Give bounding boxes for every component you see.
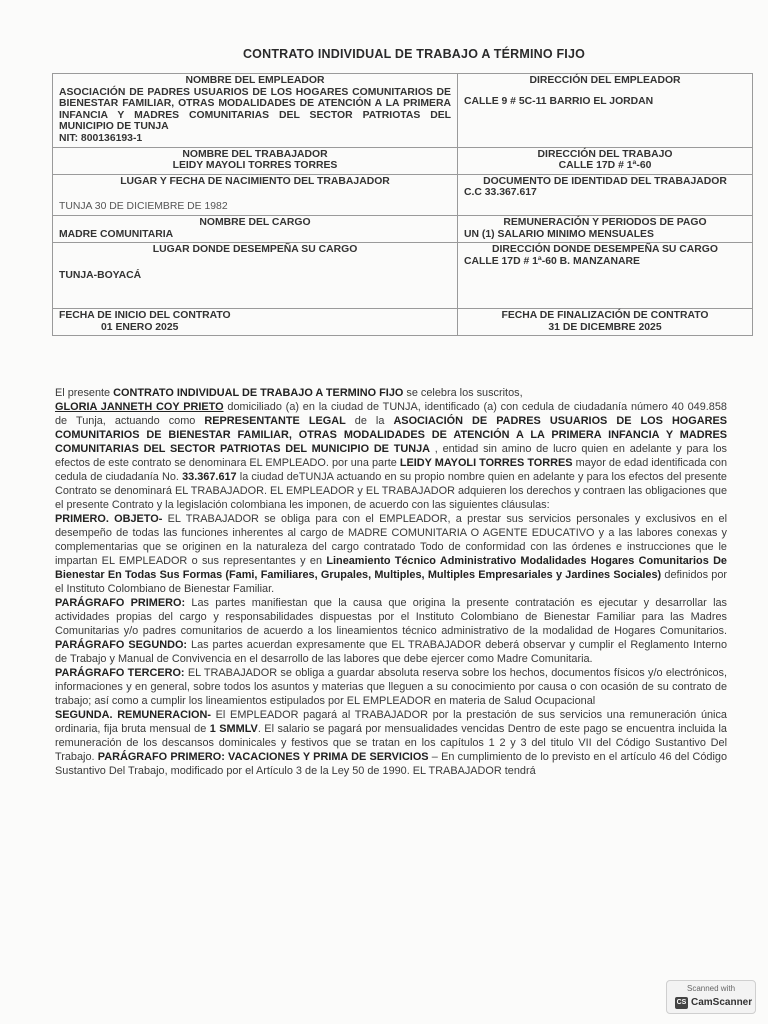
table-row [53,215,753,242]
worker-name-heading: NOMBRE DEL TRABAJADOR [182,148,328,160]
text-run: EL TRABAJADOR se obliga a guardar absoluta reserva sobre los hechos, documentos físicos y/o electrónicos, informaciones y en general, sobre todos los asuntos y materias que lleguen a su conocimiento por causa o con ocasión de su contrato de trabajo; así como a cumplir los lineamientos estipulados por EL EMPLEADOR en materia de Salud Ocupacional [55,667,727,707]
text-run: Las partes acuerdan expresamente que EL TRABAJADOR deberá observar y cumplir el Reglamento Interno de Trabajo y Manual de Convivencia en el desarrollo de las labores que debe ejercer como Madre Comunitaria. [55,639,728,665]
text-run-bold: REPRESENTANTE LEGAL [204,415,346,427]
text-run: domiciliado (a) en la ciudad de TUNJA, identificado (a) con cedula de ciudadanía número 40 049.858 de Tunja, actuando como [55,401,727,427]
clause-heading: PARÁGRAFO PRIMERO: VACACIONES Y PRIMA DE SERVICIOS [97,751,429,763]
pay-value: UN (1) SALARIO MINIMO MENSUALES [464,228,654,240]
id-document-value: C.C 33.367.617 [464,187,537,199]
workplace-address-cell [458,243,753,309]
clause-heading: SEGUNDA. REMUNERACION- [55,709,211,721]
id-document-cell [458,174,753,215]
birth-cell [53,174,458,215]
table-row [53,74,753,148]
start-date-cell [53,309,458,336]
worker-name-cell [53,147,458,174]
paragraph-first [55,596,727,666]
contract-header-table [52,73,753,336]
work-address-value: CALLE 17D # 1ª-60 [558,160,652,172]
start-date-value: 01 ENERO 2025 [101,321,179,333]
workplace-cell [53,243,458,309]
pay-heading: REMUNERACIÓN Y PERIODOS DE PAGO [503,216,707,228]
work-address-heading: DIRECCIÓN DEL TRABAJO [537,148,673,160]
employer-address-cell [458,74,753,148]
employer-name-heading: NOMBRE DEL EMPLEADOR [185,75,325,86]
id-document-heading: DOCUMENTO DE IDENTIDAD DEL TRABAJADOR [483,175,727,187]
employer-name-cell [53,74,458,148]
table-row [53,174,753,215]
text-run-bold: Lineamiento Técnico Administrativo Modalidades Hogares Comunitarios De Bienestar En Todas Sus Formas (Fami, Familiares, Grupales, Multiples, Multiples Empresariales y Jardines Sociales) [55,555,727,581]
camscanner-badge [666,980,756,1014]
employer-nit: NIT: 800136193-1 [59,132,143,144]
text-run: la ciudad deTUNJA actuando en su propio nombre quien en adelante y para los efectos del presente Contrato se denominará EL TRABAJADOR. EL EMPLEADOR y EL TRABAJADOR adquieren los derechos y contraen las obligaciones que el presente Contrato y la legislación colombiana les imponen, de acuerdo con las siguientes cláusulas: [55,471,727,511]
worker-id: 33.367.617 [182,471,237,483]
table-row [53,147,753,174]
contract-body [55,386,727,778]
camscanner-label: CamScanner [691,997,753,1008]
job-title-heading: NOMBRE DEL CARGO [199,216,311,228]
birth-heading: LUGAR Y FECHA DE NACIMIENTO DEL TRABAJADOR [120,175,390,187]
workplace-address-heading: DIRECCIÓN DONDE DESEMPEÑA SU CARGO [492,244,718,256]
clause-first [55,512,727,596]
table-row [53,243,753,309]
text-run-bold: 1 SMMLV [209,723,258,735]
birth-value: TUNJA 30 DE DICIEMBRE DE 1982 [59,201,228,213]
worker-name-value: LEIDY MAYOLI TORRES TORRES [172,160,338,172]
job-title-cell [53,215,458,242]
pay-cell [458,215,753,242]
clause-heading: PARÁGRAFO PRIMERO: [55,597,186,609]
document-title: CONTRATO INDIVIDUAL DE TRABAJO A TÉRMINO FIJO [242,47,586,61]
representative-name: GLORIA JANNETH COY PRIETO [55,401,224,413]
start-date-heading: FECHA DE INICIO DEL CONTRATO [59,310,231,322]
employer-address-heading: DIRECCIÓN DEL EMPLEADOR [529,75,681,86]
work-address-cell [458,147,753,174]
workplace-value: TUNJA-BOYACÁ [59,269,142,281]
text-run: El EMPLEADOR pagará al TRABAJADOR por la prestación de sus servicios una remuneración única ordinaria, fija bruta mensual de [55,709,727,735]
end-date-cell [458,309,753,336]
table-row [53,309,753,336]
text-run: EL TRABAJADOR se obliga para con el EMPLEADOR, a prestar sus servicios personales y exclusivos en el desempeño de todas las funciones inherentes al cargo de MADRE COMUNITARIA O AGENTE EDUCATIVO y a las labores conexas y complementarias que se originen en la naturaleza del cargo contratado Todo de conformidad con las órdenes e instrucciones que le impartan EL EMPLEADOR o sus representantes y en [55,513,728,567]
clause-second [55,708,727,778]
text-run: – En cumplimiento de lo previsto en el artículo 46 del Código Sustantivo Del Trabajo, modificado por el Artículo 3 de la Ley 50 de 1990. EL TRABAJADOR tendrá [55,751,728,777]
intro-paragraph [55,386,727,400]
clause-heading: PRIMERO. OBJETO- [55,513,163,525]
clause-heading: PARÁGRAFO TERCERO: [55,667,185,679]
workplace-heading: LUGAR DONDE DESEMPEÑA SU CARGO [152,244,358,256]
paragraph-third [55,666,727,708]
workplace-address-value: CALLE 17D # 1ª-60 B. MANZANARE [464,255,640,267]
text-run: . El salario se pagará por mensualidades vencidas Dentro de este pago se encuentra incluida la remuneración de los descansos dominicales y festivos que se tratan en los capítulos 1 2 y 3 del titulo VII del Código Sustantivo Del Trabajo. [55,723,727,763]
association-name: ASOCIACIÓN DE PADRES USUARIOS DE LOS HOGARES COMUNITARIOS DE BIENESTAR FAMILIAR, OTRAS MODALIDADES DE ATENCIÓN A LA PRIMERA INFANCIA Y MADRES COMUNITARIAS DEL SECTOR PATRIOTAS DEL MUNICIPIO DE TUNJA [55,415,728,455]
end-date-heading: FECHA DE FINALIZACIÓN DE CONTRATO [501,310,709,322]
text-run: El presente [55,387,114,399]
clause-heading: PARÁGRAFO SEGUNDO: [55,639,188,651]
scanned-with-label: Scanned with [686,984,736,993]
job-title-value: MADRE COMUNITARIA [59,228,174,240]
text-run: Las partes manifiestan que la causa que origina la presente contratación es ejecutar y desarrollar las actividades propias del cargo y responsabilidades dispuestas por el Instituto Colombiano de Bienestar Familiar para las Madres Comunitarias y/o padres comunitarios de acuerdo a los lineamientos técnico administrativo de la modalidad de Hogares Comunitarios. [55,597,727,637]
contract-type-text: CONTRATO INDIVIDUAL DE TRABAJO A TERMINO FIJO [113,387,404,399]
parties-paragraph [55,400,727,512]
text-run: de la [345,415,394,427]
end-date-value: 31 DE DICEMBRE 2025 [548,321,662,333]
text-run: , entidad sin amino de lucro quien en adelante y para los efectos de este contrato se denominara EL EMPLEADO. por una parte [55,443,727,469]
camscanner-logo-icon: CS [675,997,688,1009]
text-run: se celebra los suscritos, [403,387,523,399]
text-run: mayor de edad identificada con cedula de ciudadanía No. [55,457,728,483]
worker-name: LEIDY MAYOLI TORRES TORRES [399,457,573,469]
employer-address-value: CALLE 9 # 5C-11 BARRIO EL JORDAN [464,95,654,107]
employer-name-value: ASOCIACIÓN DE PADRES USUARIOS DE LOS HOGARES COMUNITARIOS DE BIENESTAR FAMILIAR, OTRAS MODALIDADES DE ATENCIÓN A LA PRIMERA INFANCIA Y MADRES COMUNITARIAS DEL SECTOR PATRIOTAS DEL MUNICIPIO DE TUNJA [59,86,451,133]
text-run: definidos por el Instituto Colombiano de Bienestar Familiar. [55,569,728,595]
